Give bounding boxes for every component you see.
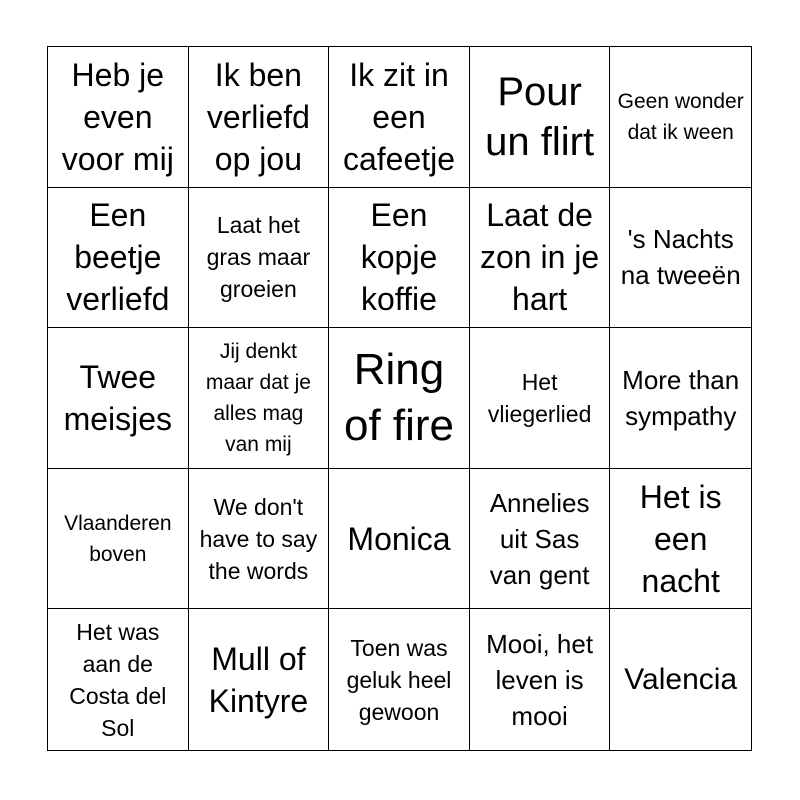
bingo-cell-2[interactable] <box>189 47 330 188</box>
bingo-cell-25[interactable] <box>610 609 751 750</box>
bingo-cell-text: We don't have to say the words <box>199 493 318 584</box>
bingo-cell-text: More than sympathy <box>622 364 740 431</box>
bingo-cell-text: 's Nachts na tweeën <box>620 224 741 291</box>
bingo-cell-text: Annelies uit Sas van gent <box>489 487 590 590</box>
bingo-cell-text: Jij denkt maar dat je alles mag van mij <box>205 339 311 456</box>
bingo-cell-16[interactable] <box>48 469 189 610</box>
bingo-cell-20[interactable] <box>610 469 751 610</box>
bingo-cell-text: Het vliegerlied <box>487 368 592 427</box>
bingo-cell-21[interactable] <box>48 609 189 750</box>
bingo-cell-text: Ring of fire <box>343 344 455 450</box>
bingo-cell-22[interactable] <box>189 609 330 750</box>
bingo-cell-14[interactable] <box>470 328 611 469</box>
bingo-cell-1[interactable] <box>48 47 189 188</box>
bingo-cell-text: Laat het gras maar groeien <box>206 212 311 303</box>
bingo-cell-text: Valencia <box>624 662 738 696</box>
bingo-cell-3[interactable] <box>329 47 470 188</box>
bingo-cell-12[interactable] <box>189 328 330 469</box>
bingo-cell-text: Ik ben verliefd op jou <box>206 56 310 177</box>
bingo-cell-text: Twee meisjes <box>63 358 173 437</box>
bingo-cell-5[interactable] <box>610 47 751 188</box>
bingo-cell-text: Monica <box>347 520 451 557</box>
bingo-cell-4[interactable] <box>470 47 611 188</box>
bingo-cell-6[interactable] <box>48 188 189 329</box>
bingo-cell-text: Pour un flirt <box>485 69 595 164</box>
bingo-cell-text: Laat de zon in je hart <box>480 197 600 318</box>
bingo-cell-text: Geen wonder dat ik ween <box>617 89 744 144</box>
bingo-cell-text: Toen was geluk heel gewoon <box>346 634 452 725</box>
bingo-cell-8[interactable] <box>329 188 470 329</box>
bingo-cell-text: Heb je even voor mij <box>61 56 174 177</box>
bingo-cell-24[interactable] <box>470 609 611 750</box>
bingo-cell-text: Een kopje koffie <box>360 197 438 318</box>
bingo-cell-15[interactable] <box>610 328 751 469</box>
bingo-cell-text: Een beetje verliefd <box>66 197 170 318</box>
bingo-cell-18[interactable] <box>329 469 470 610</box>
bingo-cell-9[interactable] <box>470 188 611 329</box>
bingo-board <box>47 46 752 751</box>
bingo-cell-23[interactable] <box>329 609 470 750</box>
bingo-cell-text: Het was aan de Costa del Sol <box>69 618 167 741</box>
bingo-cell-text: Mull of Kintyre <box>208 640 309 719</box>
bingo-cell-text: Mooi, het leven is mooi <box>486 628 594 731</box>
bingo-cell-13[interactable] <box>329 328 470 469</box>
bingo-cell-17[interactable] <box>189 469 330 610</box>
bingo-cell-text: Vlaanderen boven <box>64 511 172 566</box>
bingo-cell-19[interactable] <box>470 469 611 610</box>
bingo-cell-text: Ik zit in een cafeetje <box>342 56 456 177</box>
bingo-cell-7[interactable] <box>189 188 330 329</box>
bingo-cell-text: Het is een nacht <box>639 478 722 599</box>
bingo-cell-11[interactable] <box>48 328 189 469</box>
bingo-cell-10[interactable] <box>610 188 751 329</box>
